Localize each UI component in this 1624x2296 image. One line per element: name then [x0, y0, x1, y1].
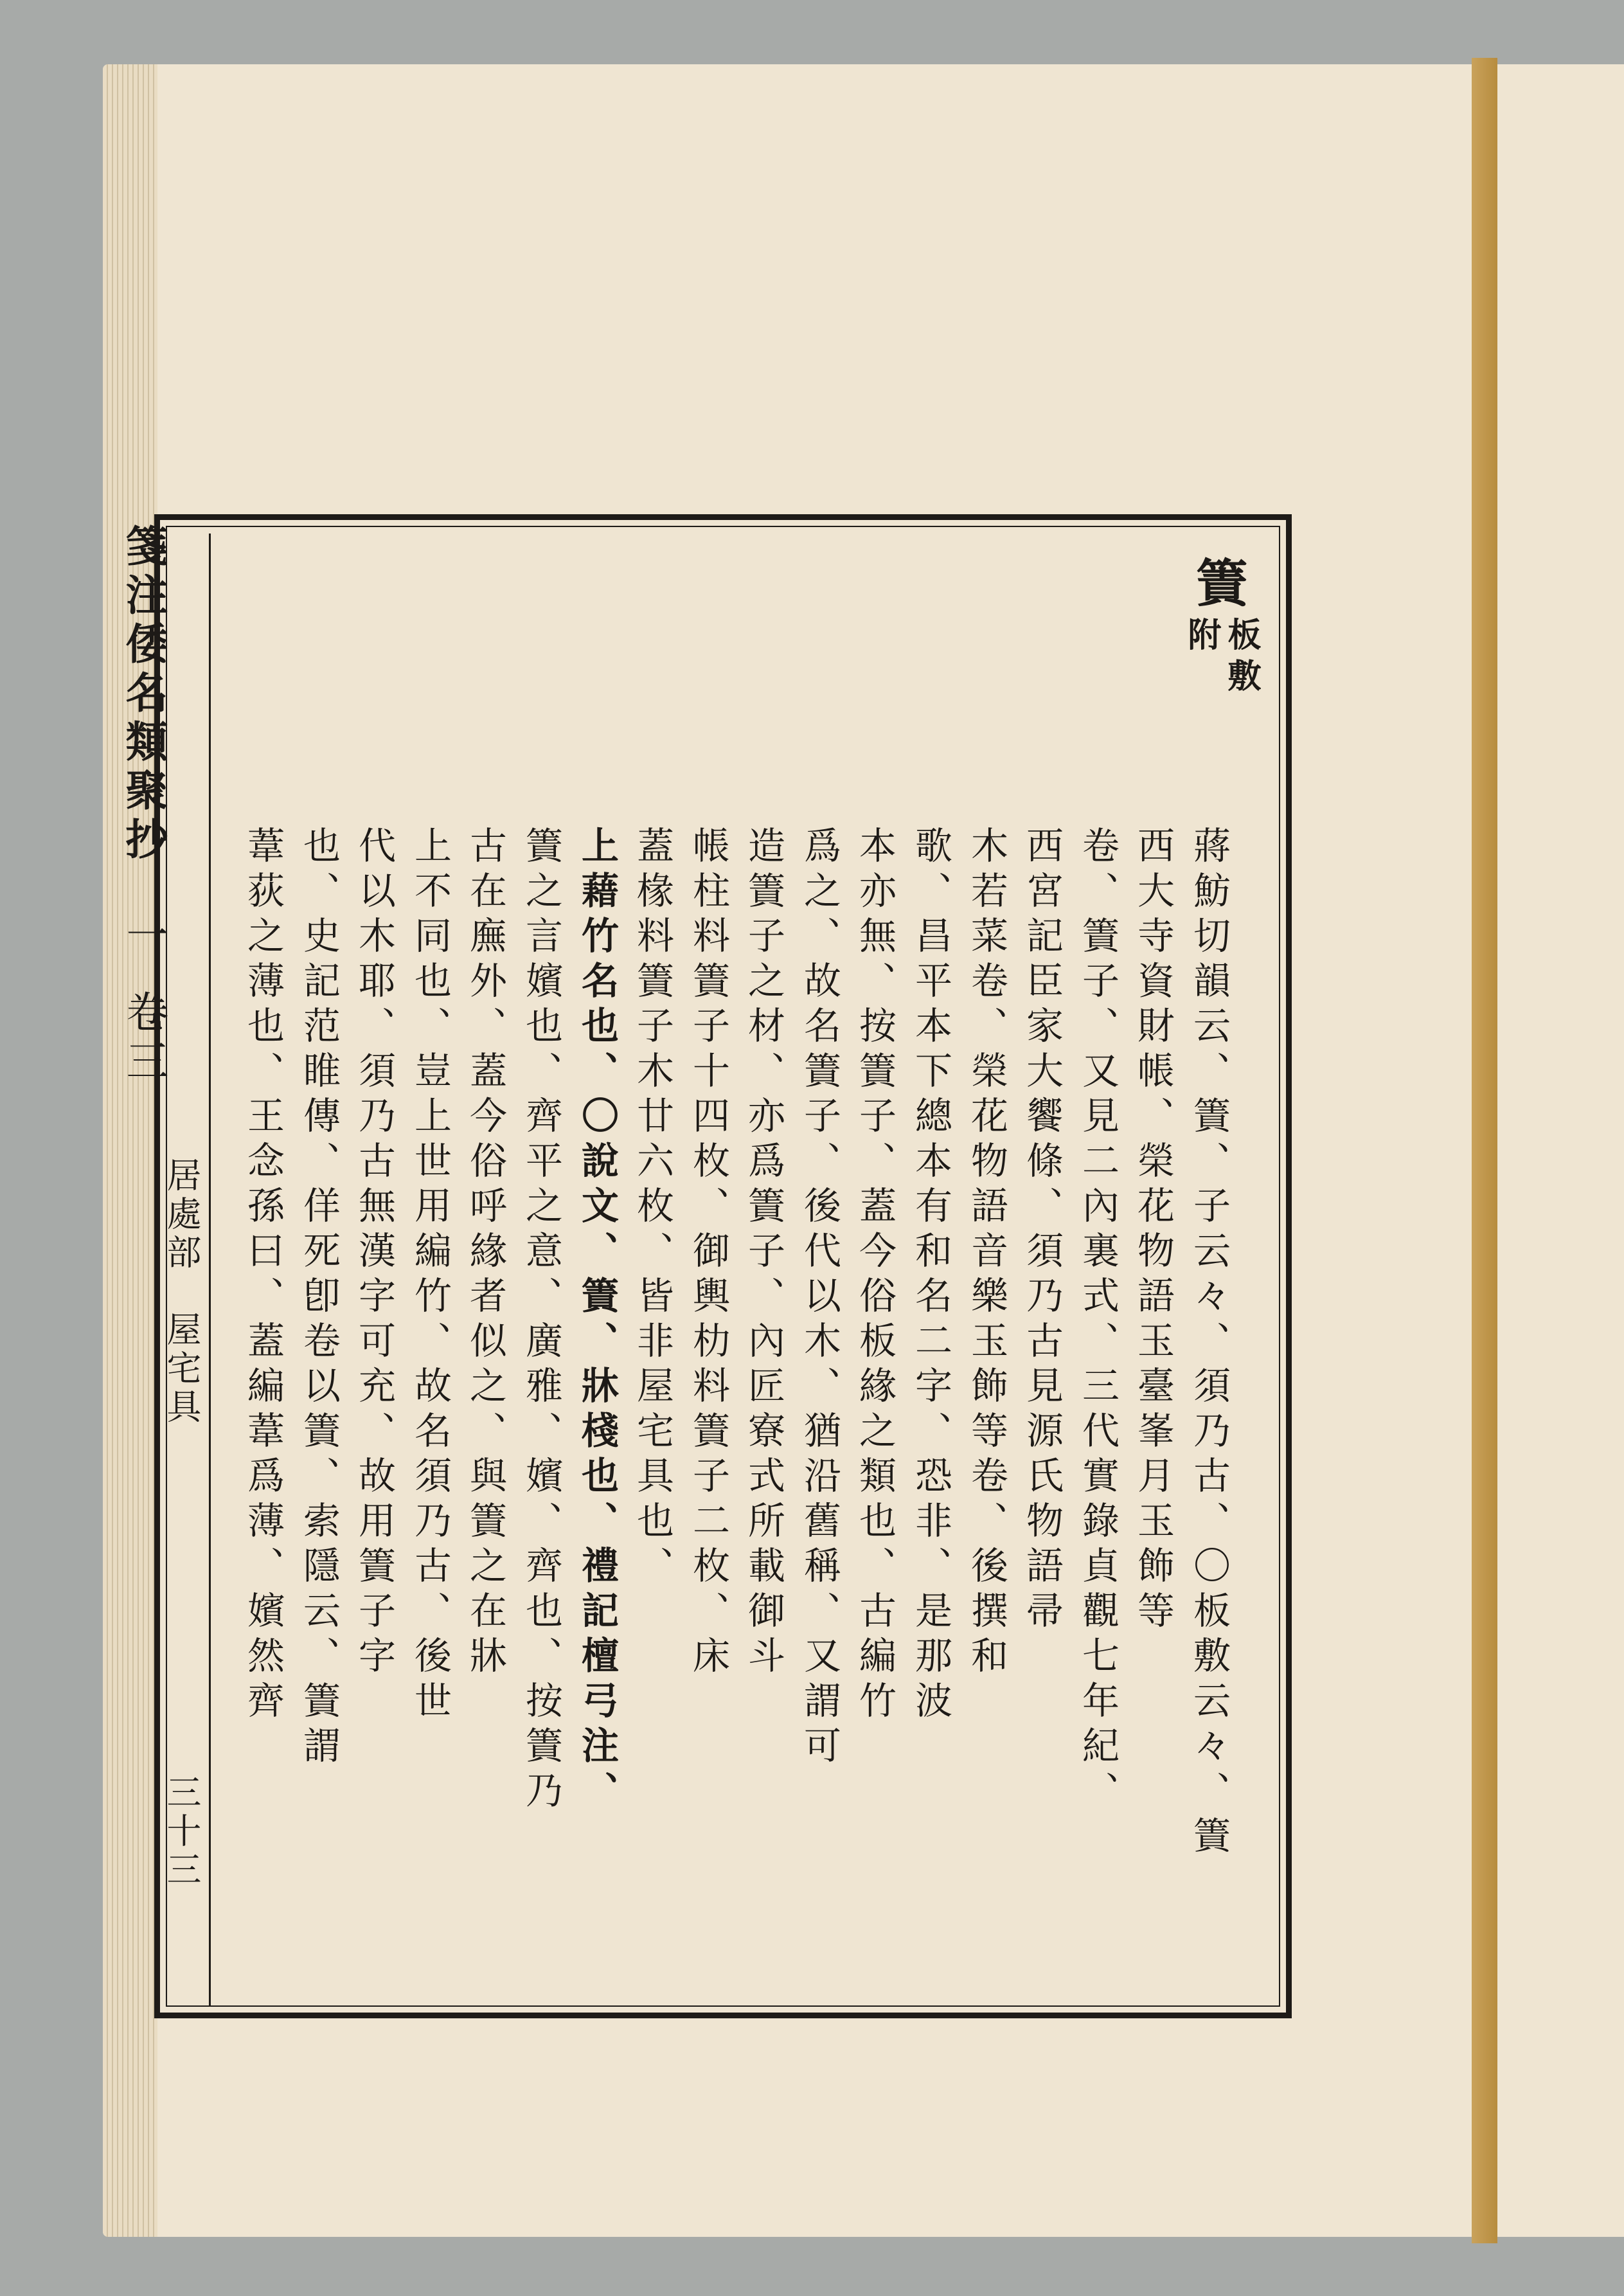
sidebar-rule — [209, 534, 211, 2005]
page-edges — [103, 64, 157, 2237]
text-column: 代以木耶、須乃古無漢字可充、故用簀子字 — [352, 826, 396, 1681]
text-column: 本亦無、按簀子、蓋今俗板緣之類也、古編竹 — [853, 826, 897, 1726]
entry-note-top: 板敷 — [1222, 617, 1261, 699]
text-column: 西大寺資財帳、榮花物語玉臺峯月玉飾等 — [1131, 826, 1175, 1636]
volume-number: 一 — [119, 913, 168, 962]
text-column: 簀之言嬪也、齊平之意、廣雅、嬪、齊也、按簀乃 — [519, 826, 563, 1816]
text-column: 帳柱料簀子十四枚、御輿朸料簀子二枚、床 — [686, 826, 730, 1681]
text-column: 葦荻之薄也、王念孫曰、蓋編葦爲薄、嬪然齊 — [241, 826, 285, 1726]
text-column: 上不同也、豈上世用編竹、故名須乃古、後世 — [408, 826, 452, 1726]
text-column: 西宮記臣家大饗條、須乃古見源氏物語帚 — [1020, 826, 1064, 1636]
chapter-label: 卷三 — [119, 990, 168, 1088]
text-column: 歌、昌平本下總本有和名二字、恐非、是那波 — [909, 826, 952, 1726]
text-column: 爲之、故名簀子、後代以木、猶沿舊稱、又謂可 — [798, 826, 841, 1771]
text-column: 造簀子之材、亦爲簀子、內匠寮式所載御斗 — [742, 826, 785, 1681]
text-column: 也、史記范睢傳、佯死卽卷以簀、索隱云、簀謂 — [297, 826, 341, 1771]
text-column: 蔣魴切韻云、簀、子云々、須乃古、〇板敷云々、簀 — [1187, 826, 1231, 1861]
text-column: 古在廡外、蓋今俗呼緣者似之、與簀之在牀 — [463, 826, 507, 1681]
text-column: 蓋椽料簀子木廿六枚、皆非屋宅具也、 — [630, 826, 674, 1591]
book-gutter — [1472, 58, 1497, 2243]
text-column: 木若菜卷、榮花物語音樂玉飾等卷、後撰和 — [965, 826, 1008, 1681]
text-column-emphasis: 上藉竹名也、〇說文、簀、牀棧也、禮記檀弓注、 — [575, 826, 619, 1816]
section-label: 居處部 屋宅具 — [161, 1157, 202, 1427]
page-number: 三十三 — [161, 1774, 202, 1890]
right-page — [1497, 64, 1624, 2237]
entry-note-bottom: 附 — [1182, 617, 1221, 658]
book-title: 箋注倭名類聚抄 — [118, 524, 168, 866]
entry-heading: 簀 — [1188, 556, 1248, 607]
text-column: 卷、簀子、又見二內裏式、三代實錄貞觀七年紀、 — [1076, 826, 1120, 1816]
